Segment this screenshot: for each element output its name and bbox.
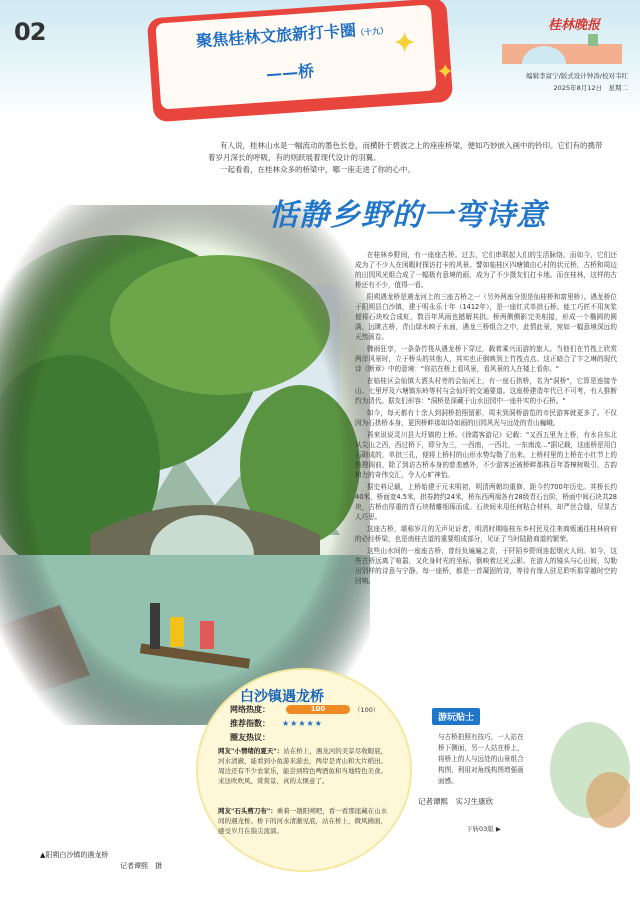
continued-link[interactable]: 下转03版 ▶ (466, 825, 501, 833)
sparkle-icon: ✦ (392, 26, 418, 61)
heat-bar: 100 (286, 705, 350, 714)
intro-paragraph: 有人说，桂林山水是一幅流动的墨色长卷，而横卧于碧波之上的座座桥梁，便如巧妙嵌入画中的钤印。它们有的携带着岁月深长的呼吸，有的则跃展着现代设计的羽翼。 (208, 141, 603, 162)
body-paragraph: 再来说说灵川县大圩镇的上桥。《徐霞客游记》记载："又西五里为上桥，有水自东北从尖山之西，西过桥下，即分为三，一西南，一西北，一东南流..."据记载，这座桥是用白石砌成的，单拱三孔，便将上桥村的山形水势勾勒了出来。上桥村里的上桥在小红节上的热搜阁前，除了到访古桥本身的慈悲感外，不少游客还被桥畔那株百年香樟树吸引，古韵和力的奇伟交汇，令人心旷神怡。 (355, 431, 617, 479)
body-paragraph: 在桂林乡野间，有一座座古桥。过去，它们串联起人们的生活脉络。而如今，它们还成为了不少人在闲暇时探访打卡的风景。譬如临桂区四塘镇由心村的状元桥，古桥和周边的田园风光组合成了一幅极有意境的画，成为了不少摄友们打卡地。而在桂林，这样的古桥还有不少，值得一看。 (355, 251, 617, 289)
body-paragraph: 阳朔遇龙桥是遇龙河上的三座古桥之一（另外两座分别是仙桂桥和富里桥）。遇龙桥位于阳朔县白沙镇，建于明永乐十年（1412年），是一座红式单拱石桥。能工巧匠不用灰浆便将石块咬合成虹，数百年风雨也撼解其拱。桥两侧侧影完美相接，形成一个椭圆的圆满，远眺古桥，青山绿水映于水面，遇龙三桥组合之中，此情此景，宛如一幅意境深远的天然画卷。 (355, 293, 617, 341)
comments-label: 圈友热议： (230, 733, 270, 742)
card-title: 白沙镇遇龙桥 (240, 689, 324, 705)
comment-user: 网友"小情绪的夏天"： (218, 747, 284, 755)
body-paragraph: 这座古桥，堪称岁月的无声见证者，明清时期临桂东乡村民及往来商贩通往桂林府府的必经桥梁，也是南桂古道的重要组成部分，见证了当时陆路商道的繁荣。 (355, 525, 617, 543)
issue-date: 2025年8月12日 星期二 (553, 84, 628, 92)
sparkle-icon: ✦ (436, 60, 455, 85)
photo-credit: 记者谭熙 摄 (120, 862, 162, 870)
reporter-credits: 记者谭熙 实习生康欣 (418, 797, 493, 806)
intro-paragraph: 一起看看，在桂林众多的桥梁中，哪一座走进了你的心中。 (220, 165, 415, 174)
page-number: 02 (14, 18, 46, 46)
paper-logo: 桂林晚报 (548, 18, 601, 33)
article-body (355, 250, 617, 588)
feature-subtitle: ——桥 (265, 61, 315, 84)
heat-label: 网络热度： (230, 705, 270, 714)
article-headline: 恬静乡野的一弯诗意 (268, 198, 547, 233)
comment-user: 网友"石头剪刀布"： (218, 807, 277, 815)
yulong-bridge-photo (0, 205, 370, 725)
tree-illustration-icon (530, 720, 630, 830)
header-meta (496, 70, 628, 94)
body-paragraph: 在临桂区会仙镇大洒头村旁的会仙河上，有一座石拱桥，名为"洞桥"，它算是连接寺山、七里坪及六塘镇东岭等村与会仙圩的交通要道。这座桥建造年代已不可考，有人推断约为清代。据友们形容："洞桥是深藏于山水田园中一座朴实的小石桥。" (355, 377, 617, 405)
intro-paragraphs (208, 140, 604, 176)
body-paragraph: 据史料记载，上桥始建于元末明初，明清两朝均重修，距今约700年历史。其桥长约40米，桥面宽4.5米，拱券跨约24米，桥东西两端各有28级青石台阶，桥面中间石块共28块，古桥由厚重的青石块精雕细琢而成。石块间未用任何粘合材料，却严丝合缝，尽显古人巧思。 (355, 483, 617, 521)
feature-badge: （十九） (355, 26, 389, 38)
feature-title: 聚焦桂林文旅新打卡圈（十九） (195, 20, 389, 51)
recommend-label: 推荐指数： (230, 719, 270, 728)
body-paragraph: 骤雨狂享，一条条竹筏从遇龙桥下穿过，载着乘兴而游的旅人。当他们在竹筏上欣赏两岸风景时，立于桥头的其他人，其实也正倒映到上竹筏点点。这正暗合了卞之琳的现代诗《断章》中的意境："你站在桥上看风景，看风景的人在楼上看你。" (355, 345, 617, 373)
photo-caption: ▲阳朔白沙镇的遇龙桥 (40, 851, 109, 859)
tips-text: 与古桥拍照有技巧，一人站在桥下侧面，另一人站在桥上，将桥上的人与远处的山景组合构图，利用对角线构图增强画面感。 (438, 733, 524, 785)
star-rating-icon: ★★★★★ (282, 719, 323, 728)
comment-text: 站在桥上，遇龙河的美景尽收眼底，河水清澈，能看到小鱼游来游去，两岸是青山和大片稻田。周边还有不少农家乐，能尝到特色啤酒鱼和当地特色美食。来这吹吹风、赏赏景，真的太惬意了。 (218, 747, 388, 785)
comment-text: 乘着一趟阳朔吧，看一看那座藏在山水间的遇龙桥。桥下的河水清澈见底，站在桥上，微风拂面，感受岁月在指尖流淌。 (218, 807, 388, 835)
tips-title: 游玩贴士 (432, 708, 480, 725)
editor-credits: 编辑李富宁/版式设计钟涛/校对韦红 (526, 72, 628, 80)
comment-2 (218, 806, 388, 836)
body-paragraph: 这些山水间的一座座古桥，曾经负遍遍之责，于阡陌乡野间连起烟火人间。如今，这些古桥远离了喧嚣，又化身时光的坐标，倒映着过光云影。在游人的镜头与心田间，勾勒出别样的诗意与宁静。每一座桥，都是一首凝固的诗，等待有缘人驻足聆听那穿越时空的回响。 (355, 547, 617, 585)
heat-max: （100） (354, 706, 380, 714)
comment-1 (218, 746, 388, 786)
body-paragraph: 如今，每天都有十余人到洞桥拍照留影，周末到洞桥游览的市民游客就更多了。不仅因为石拱桥本身，更因桥畔那如诗如画的田园风光与远处的青山巍峨。 (355, 409, 617, 427)
bridge-illustration-icon (502, 30, 622, 64)
